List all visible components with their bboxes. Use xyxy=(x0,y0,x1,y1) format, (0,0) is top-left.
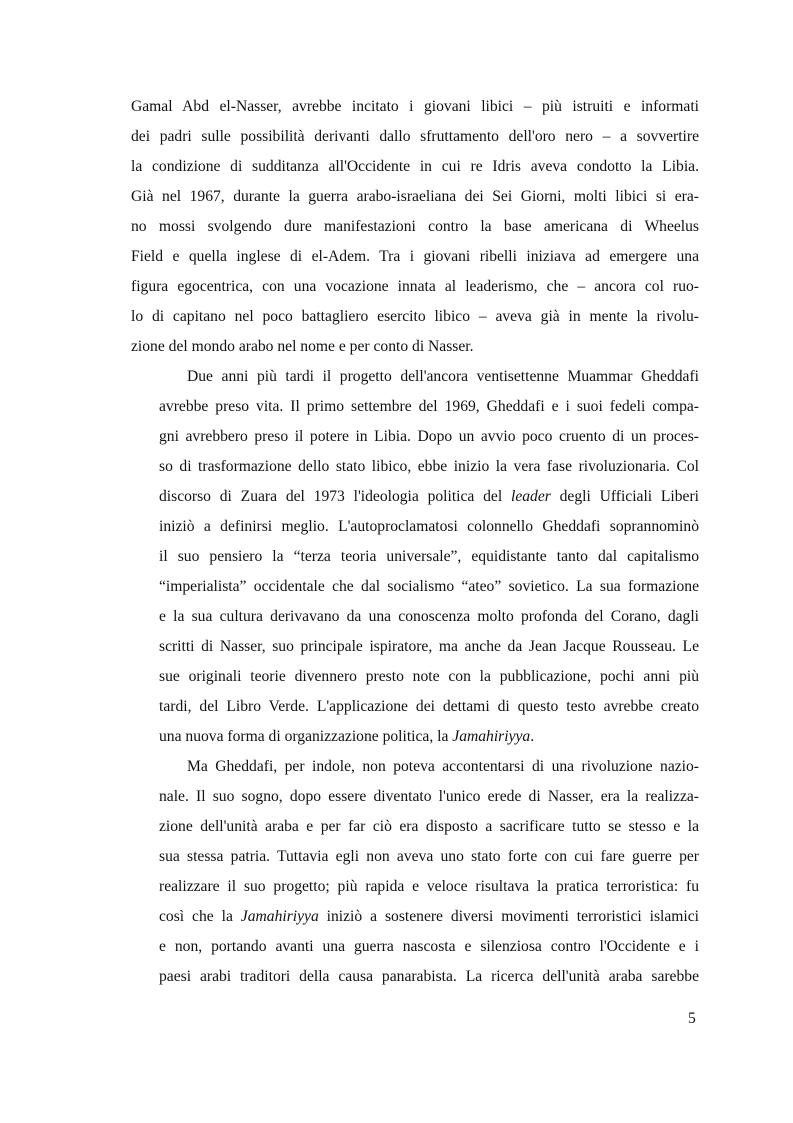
text-line xyxy=(131,722,699,752)
text-run: Già nel 1967, durante la guerra arabo-israeliana dei Sei Giorni, molti libici si era- xyxy=(131,188,699,205)
text-run: paesi arabi traditori della causa panarabista. La ricerca dell'unità araba sarebbe xyxy=(159,968,699,985)
text-run: discorso di Zuara del 1973 l'ideologia politica del xyxy=(159,488,511,505)
text-run: so di trasformazione dello stato libico, ebbe inizio la vera fase rivoluzionaria. Col xyxy=(159,458,699,475)
paragraph xyxy=(131,362,699,752)
text-line xyxy=(131,422,699,452)
text-run: zione dell'unità araba e per far ciò era disposto a sacrificare tutto se stesso e la xyxy=(159,818,699,835)
text-run: nale. Il suo sogno, dopo essere diventato l'unico erede di Nasser, era la realizza- xyxy=(159,788,699,805)
text-line xyxy=(131,392,699,422)
paragraph xyxy=(131,92,699,362)
text-line xyxy=(131,482,699,512)
text-line xyxy=(131,332,699,362)
italic-term: Jamahiriyya xyxy=(240,908,319,925)
text-line xyxy=(131,932,699,962)
text-line xyxy=(131,812,699,842)
text-run: Field e quella inglese di el-Adem. Tra i giovani ribelli iniziava ad emergere una xyxy=(131,248,699,265)
text-run: sue originali teorie divennero presto note con la pubblicazione, pochi anni più xyxy=(159,668,699,685)
text-line xyxy=(131,182,699,212)
text-line xyxy=(131,902,699,932)
text-line xyxy=(131,122,699,152)
text-line xyxy=(131,512,699,542)
text-run: Due anni più tardi il progetto dell'ancora ventisettenne Muammar Gheddafi xyxy=(187,368,699,385)
text-line xyxy=(131,632,699,662)
text-run: “imperialista” occidentale che dal socialismo “ateo” sovietico. La sua formazione xyxy=(159,578,699,595)
text-run: sua stessa patria. Tuttavia egli non aveva uno stato forte con cui fare guerre per xyxy=(159,848,699,865)
text-run: il suo pensiero la “terza teoria universale”, equidistante tanto dal capitalismo xyxy=(159,548,699,565)
text-line xyxy=(131,212,699,242)
text-run: iniziò a sostenere diversi movimenti terroristici islamici xyxy=(318,908,699,925)
text-line xyxy=(131,542,699,572)
paragraph xyxy=(131,752,699,992)
text-run: degli Ufficiali Liberi xyxy=(550,488,700,505)
text-run: realizzare il suo progetto; più rapida e veloce risultava la pratica terroristica: fu xyxy=(159,878,699,895)
text-run: e non, portando avanti una guerra nascosta e silenziosa contro l'Occidente e i xyxy=(159,938,699,955)
text-run: dei padri sulle possibilità derivanti dallo sfruttamento dell'oro nero – a sovvertire xyxy=(131,128,699,145)
text-run: e la sua cultura derivavano da una conoscenza molto profonda del Corano, dagli xyxy=(159,608,699,625)
text-run: lo di capitano nel poco battagliero esercito libico – aveva già in mente la rivolu- xyxy=(131,308,699,325)
text-line xyxy=(131,842,699,872)
text-line xyxy=(131,362,699,392)
text-line xyxy=(131,602,699,632)
text-line xyxy=(131,242,699,272)
text-line xyxy=(131,272,699,302)
text-run: la condizione di sudditanza all'Occidente in cui re Idris aveva condotto la Libia. xyxy=(131,158,699,175)
page-number: 5 xyxy=(688,1010,696,1027)
text-run: tardi, del Libro Verde. L'applicazione dei dettami di questo testo avrebbe creato xyxy=(159,698,699,715)
text-line xyxy=(131,782,699,812)
text-run: una nuova forma di organizzazione politica, la xyxy=(159,728,453,745)
text-run: no mossi svolgendo dure manifestazioni contro la base americana di Wheelus xyxy=(131,218,699,235)
text-line xyxy=(131,92,699,122)
text-run: Ma Gheddafi, per indole, non poteva accontentarsi di una rivoluzione nazio- xyxy=(187,758,699,775)
italic-term: Jamahiriyya xyxy=(452,728,531,745)
text-run: figura egocentrica, con una vocazione innata al leaderismo, che – ancora col ruo- xyxy=(131,278,699,295)
text-line xyxy=(131,572,699,602)
text-line xyxy=(131,692,699,722)
text-run: scritti di Nasser, suo principale ispiratore, ma anche da Jean Jacque Rousseau. Le xyxy=(159,638,699,655)
text-line xyxy=(131,452,699,482)
text-line xyxy=(131,872,699,902)
italic-term: leader xyxy=(510,488,551,505)
text-run: iniziò a definirsi meglio. L'autoproclamatosi colonnello Gheddafi soprannominò xyxy=(159,518,699,535)
text-run: zione del mondo arabo nel nome e per conto di Nasser. xyxy=(131,338,474,355)
text-run: Gamal Abd el-Nasser, avrebbe incitato i giovani libici – più istruiti e informati xyxy=(131,98,699,115)
text-run: così che la xyxy=(159,908,241,925)
text-line xyxy=(131,752,699,782)
body-text xyxy=(131,92,699,992)
text-run: . xyxy=(530,728,535,745)
text-line xyxy=(131,662,699,692)
text-line xyxy=(131,302,699,332)
text-run: avrebbe preso vita. Il primo settembre del 1969, Gheddafi e i suoi fedeli compa- xyxy=(159,398,699,415)
text-line xyxy=(131,962,699,992)
text-line xyxy=(131,152,699,182)
text-run: gni avrebbero preso il potere in Libia. Dopo un avvio poco cruento di un proces- xyxy=(159,428,699,445)
